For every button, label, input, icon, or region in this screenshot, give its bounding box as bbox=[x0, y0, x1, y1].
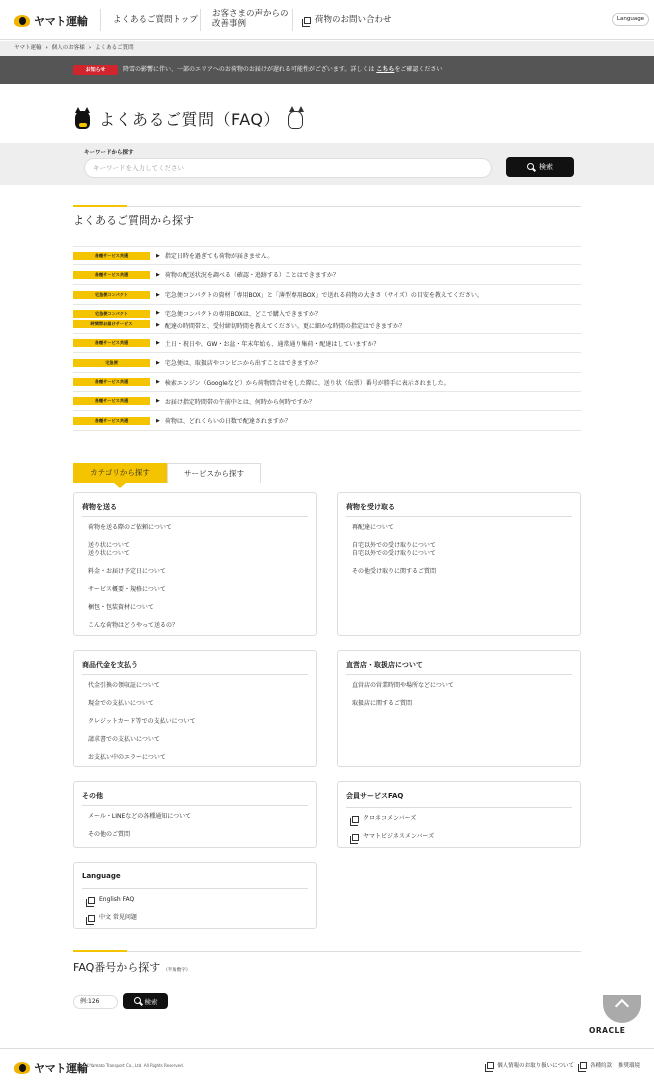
faq-question-line bbox=[150, 290, 483, 299]
triangle-right-icon: ▶ bbox=[156, 322, 160, 328]
faq-tags bbox=[73, 310, 150, 328]
faq-tags bbox=[73, 417, 150, 425]
category-link-label: 代金引換の領収証について bbox=[88, 682, 160, 689]
section-divider bbox=[127, 206, 581, 207]
service-tag: 宅急便コンパクト bbox=[73, 310, 150, 318]
category-link-label: クロネコメンバーズ bbox=[363, 815, 417, 822]
category-link-label: English FAQ bbox=[99, 896, 135, 903]
faq-tags bbox=[73, 378, 150, 386]
footer-logo[interactable] bbox=[14, 1060, 88, 1076]
faq-tags bbox=[73, 397, 150, 405]
footer-link-label: 各種約款 bbox=[589, 1063, 612, 1069]
category-link[interactable] bbox=[88, 604, 154, 612]
faq-tags bbox=[73, 359, 150, 367]
search-icon bbox=[527, 163, 535, 171]
copyright: ©Yamato Transport Co., Ltd. All Rights Reserved. bbox=[86, 1063, 184, 1068]
category-link-label: メール・LINEなどの各種通知について bbox=[88, 813, 192, 820]
external-link-icon bbox=[580, 1062, 587, 1069]
category-divider bbox=[82, 888, 308, 889]
category-link-label: 直営店の営業時間や場所などについて bbox=[352, 682, 454, 689]
notice-text-before: 降雪の影響に伴い、一部のエリアへのお荷物のお届けが遅れる可能性がございます。詳しくは bbox=[123, 66, 375, 73]
faq-question-wrap bbox=[150, 290, 483, 299]
section-accent-line bbox=[73, 205, 127, 207]
category-title: その他 bbox=[82, 792, 103, 800]
category-card bbox=[73, 781, 317, 848]
faq-question-line bbox=[150, 309, 405, 318]
category-link[interactable] bbox=[352, 682, 454, 690]
triangle-right-icon: ▶ bbox=[156, 310, 160, 316]
category-link-label: 送り状について 送り状について bbox=[88, 542, 130, 557]
category-tabs bbox=[73, 463, 261, 483]
faq-question-wrap bbox=[150, 416, 291, 425]
service-tag: 各種サービス共通 bbox=[73, 339, 150, 347]
faq-question-line bbox=[150, 270, 339, 279]
category-divider bbox=[346, 807, 572, 808]
nav-package-inquiry[interactable] bbox=[292, 9, 392, 31]
category-link[interactable] bbox=[352, 568, 436, 576]
footer-link-label: 推奨環境 bbox=[617, 1063, 640, 1069]
footer-logo-text: ヤマト運輸 bbox=[34, 1062, 88, 1075]
footer-link-privacy[interactable] bbox=[487, 1061, 574, 1069]
category-link[interactable] bbox=[88, 896, 134, 904]
faq-question-wrap bbox=[150, 251, 273, 260]
faq-question-line bbox=[150, 397, 315, 406]
category-title: 荷物を送る bbox=[82, 503, 117, 511]
category-card bbox=[337, 781, 581, 848]
faq-number-title: FAQ番号から探す bbox=[73, 961, 161, 974]
category-link[interactable] bbox=[88, 524, 172, 532]
category-link[interactable] bbox=[352, 524, 394, 532]
site-header bbox=[0, 0, 654, 40]
faq-row[interactable] bbox=[73, 411, 581, 431]
faq-question-line bbox=[150, 339, 379, 348]
triangle-right-icon: ▶ bbox=[156, 379, 160, 385]
breadcrumb-item[interactable]: 個人のお客様 bbox=[51, 45, 85, 51]
category-link[interactable] bbox=[352, 815, 416, 823]
faq-question-line bbox=[150, 378, 450, 387]
page-title-area bbox=[73, 103, 306, 133]
tab-category[interactable]: カテゴリから探す bbox=[73, 463, 167, 483]
breadcrumb-item: よくあるご質問 bbox=[95, 45, 134, 51]
service-tag: 宅急便 bbox=[73, 359, 150, 367]
faq-row[interactable] bbox=[73, 285, 581, 305]
external-link-icon bbox=[88, 915, 95, 922]
yamato-logo[interactable] bbox=[14, 13, 88, 29]
faq-row[interactable] bbox=[73, 246, 581, 265]
faq-question-wrap bbox=[150, 270, 339, 279]
search-label: キーワードから探す bbox=[84, 150, 134, 156]
faq-question-wrap bbox=[150, 339, 379, 348]
footer-link-label: 個人情報のお取り扱いについて bbox=[497, 1063, 574, 1069]
category-link[interactable] bbox=[352, 700, 412, 708]
triangle-right-icon: ▶ bbox=[156, 359, 160, 366]
faq-question[interactable]: 荷物は、どれくらいの日数で配達されますか？ bbox=[164, 418, 291, 425]
logo-text: ヤマト運輸 bbox=[34, 15, 88, 28]
faq-number-title-area bbox=[73, 959, 190, 975]
faq-question-line bbox=[150, 358, 321, 367]
service-tag: 時間帯お届けサービス bbox=[73, 320, 150, 328]
faq-question[interactable]: 宅急便は、取扱店やコンビニから出すことはできますか？ bbox=[164, 360, 321, 367]
faq-question[interactable]: 指定日時を過ぎても荷物が届きません。 bbox=[164, 253, 274, 260]
faq-tags bbox=[73, 291, 150, 299]
service-tag: 宅急便コンパクト bbox=[73, 291, 150, 299]
service-tag: 各種サービス共通 bbox=[73, 378, 150, 386]
faq-question-line bbox=[150, 321, 405, 330]
category-card bbox=[337, 650, 581, 767]
external-link-icon bbox=[88, 897, 95, 904]
section-divider bbox=[127, 951, 581, 952]
category-card bbox=[337, 492, 581, 636]
notice-tag: お知らせ bbox=[73, 65, 118, 75]
faq-section-title: よくあるご質問から探す bbox=[73, 214, 194, 227]
category-link[interactable] bbox=[88, 736, 160, 744]
category-link-label: ヤマトビジネスメンバーズ bbox=[363, 833, 435, 840]
category-link-label: 料金・お届け予定日について bbox=[88, 568, 166, 575]
footer-link-terms[interactable] bbox=[580, 1061, 612, 1069]
category-link-label: 請求書での支払いについて bbox=[88, 736, 160, 743]
faq-number-search-label: 検索 bbox=[144, 997, 158, 1006]
nav-faq-top[interactable]: よくあるご質問トップ bbox=[100, 9, 198, 31]
faq-question[interactable]: 検索エンジン（Googleなど）から荷物問合せをした際に、送り状（伝票）番号が勝手に表示されました。 bbox=[164, 379, 450, 387]
category-link-label: 梱包・包装資材について bbox=[88, 604, 154, 611]
category-divider bbox=[82, 805, 308, 806]
category-link-label: クレジットカード等での支払いについて bbox=[88, 718, 196, 725]
category-link[interactable] bbox=[88, 914, 137, 922]
faq-question-wrap bbox=[150, 397, 315, 406]
category-link[interactable] bbox=[88, 542, 130, 558]
faq-question-wrap bbox=[150, 358, 321, 367]
category-link-label: 自宅以外での受け取りについて 自宅以外での受け取りについて bbox=[352, 542, 436, 557]
triangle-right-icon: ▶ bbox=[156, 271, 160, 278]
keyword-search bbox=[0, 143, 654, 185]
category-link[interactable] bbox=[352, 833, 434, 841]
category-link[interactable] bbox=[88, 813, 191, 821]
category-link[interactable] bbox=[88, 586, 166, 594]
notice-text-after: をご確認ください bbox=[394, 66, 443, 73]
faq-question[interactable]: お届け指定時間帯の午前中とは、何時から何時ですか？ bbox=[164, 398, 315, 406]
service-tag: 各種サービス共通 bbox=[73, 252, 150, 260]
triangle-right-icon: ▶ bbox=[156, 417, 160, 424]
category-link-label: その他受け取りに関するご質問 bbox=[352, 568, 437, 575]
faq-tags bbox=[73, 252, 150, 260]
category-link-label: お支払い中のエラーについて bbox=[88, 754, 166, 761]
category-link-label: サービス概要・規格について bbox=[88, 586, 166, 593]
faq-question-wrap bbox=[150, 378, 450, 387]
search-input[interactable]: キーワードを入力してください bbox=[84, 158, 492, 178]
faq-number-search-button[interactable] bbox=[123, 993, 168, 1009]
faq-question-wrap bbox=[150, 309, 405, 330]
category-link[interactable] bbox=[88, 568, 166, 576]
chevron-right-icon: › bbox=[45, 45, 48, 51]
category-link-label: その他のご質問 bbox=[88, 831, 131, 838]
search-button[interactable] bbox=[506, 157, 574, 177]
category-title: Language bbox=[82, 872, 121, 880]
faq-question[interactable]: 荷物の配送状況を調べる（確認・追跡する）ことはできますか？ bbox=[164, 272, 339, 279]
language-button[interactable]: Language bbox=[612, 13, 649, 26]
back-to-top-button[interactable] bbox=[603, 995, 641, 1023]
faq-question[interactable]: 宅急便コンパクトの資材「専用BOX」と「薄型専用BOX」で送れる荷物の大きさ（サイズ）の目安を教えてください。 bbox=[164, 292, 483, 299]
faq-number-note: （半角数字） bbox=[163, 968, 191, 973]
category-link[interactable] bbox=[88, 700, 154, 708]
faq-row[interactable] bbox=[73, 265, 581, 285]
category-link-label: 荷物を送る際のご依頼について bbox=[88, 524, 172, 531]
category-link[interactable] bbox=[88, 754, 166, 762]
service-tag: 各種サービス共通 bbox=[73, 271, 150, 279]
faq-question[interactable]: 土日・祝日や、GW・お盆・年末年始も、通常通り集荷・配達はしていますか？ bbox=[164, 340, 380, 348]
category-divider bbox=[82, 674, 308, 675]
section-accent-line bbox=[73, 950, 127, 952]
service-tag: 各種サービス共通 bbox=[73, 397, 150, 405]
faq-row[interactable] bbox=[73, 353, 581, 373]
breadcrumb bbox=[0, 41, 654, 56]
category-title: 商品代金を支払う bbox=[82, 661, 138, 669]
category-link-label: 現金での支払いについて bbox=[88, 700, 154, 707]
kuroneko-logo-icon bbox=[14, 1062, 30, 1074]
chevron-right-icon: › bbox=[88, 45, 92, 51]
category-link[interactable] bbox=[88, 682, 160, 690]
notice-text bbox=[123, 66, 442, 74]
category-card bbox=[73, 650, 317, 767]
category-link[interactable] bbox=[88, 718, 196, 726]
search-button-label: 検索 bbox=[539, 163, 553, 171]
external-link-icon bbox=[352, 834, 359, 841]
page-title: よくあるご質問（FAQ） bbox=[99, 109, 280, 129]
nav-improvement-cases[interactable] bbox=[200, 9, 289, 31]
faq-question[interactable]: 配達の時間帯と、受付締切時間を教えてください。更に細かな時間の指定はできますか？ bbox=[164, 322, 405, 330]
faq-question[interactable]: 宅急便コンパクトの専用BOXは、どこで購入できますか？ bbox=[164, 310, 321, 318]
tab-service[interactable]: サービスから探す bbox=[167, 463, 261, 483]
breadcrumb-item[interactable]: ヤマト運輸 bbox=[14, 45, 42, 51]
category-link[interactable] bbox=[352, 542, 436, 558]
site-footer bbox=[0, 1048, 654, 1080]
footer-links bbox=[487, 1061, 640, 1069]
category-divider bbox=[346, 516, 572, 517]
faq-tags bbox=[73, 271, 150, 279]
search-icon bbox=[134, 997, 142, 1005]
category-divider bbox=[346, 674, 572, 675]
notice-banner bbox=[0, 56, 654, 84]
triangle-right-icon: ▶ bbox=[156, 252, 160, 259]
notice-link[interactable]: こちら bbox=[376, 66, 395, 73]
faq-question-line bbox=[150, 251, 273, 260]
category-link-label: 再配達について bbox=[352, 524, 394, 531]
category-title: 直営店・取扱店について bbox=[346, 661, 423, 669]
category-link-label: 中文 常见问题 bbox=[99, 914, 137, 921]
category-link-label: 取扱店に関するご質問 bbox=[352, 700, 413, 707]
faq-question-line bbox=[150, 416, 291, 425]
oracle-logo: ORACLE bbox=[589, 1026, 626, 1035]
nav-improvement-line1: お客さまの声からの bbox=[212, 9, 289, 19]
footer-link-environment[interactable] bbox=[618, 1061, 640, 1069]
category-link-label: こんな荷物はどうやって送るの？ bbox=[88, 622, 179, 629]
category-title: 荷物を受け取る bbox=[346, 503, 395, 511]
faq-number-input[interactable]: 例:126 bbox=[73, 995, 118, 1009]
white-cat-mascot-icon bbox=[286, 105, 306, 131]
category-card bbox=[73, 492, 317, 636]
kuroneko-logo-icon bbox=[14, 15, 30, 27]
external-link-icon bbox=[487, 1062, 494, 1069]
external-link-icon bbox=[304, 17, 311, 24]
nav-package-inquiry-label: 荷物のお問い合わせ bbox=[315, 15, 392, 25]
faq-tags bbox=[73, 339, 150, 347]
category-link[interactable] bbox=[88, 831, 130, 839]
triangle-right-icon: ▶ bbox=[156, 291, 160, 298]
external-link-icon bbox=[352, 816, 359, 823]
category-title: 会員サービスFAQ bbox=[346, 792, 404, 800]
black-cat-mascot-icon bbox=[73, 105, 93, 131]
faq-row[interactable] bbox=[73, 392, 581, 411]
nav-improvement-line2: 改善事例 bbox=[212, 19, 247, 29]
service-tag: 各種サービス共通 bbox=[73, 417, 150, 425]
category-link[interactable] bbox=[88, 622, 178, 630]
triangle-right-icon: ▶ bbox=[156, 398, 160, 404]
category-card bbox=[73, 862, 317, 929]
triangle-right-icon: ▶ bbox=[156, 340, 160, 346]
faq-row[interactable] bbox=[73, 334, 581, 353]
category-divider bbox=[82, 516, 308, 517]
faq-row[interactable] bbox=[73, 305, 581, 334]
faq-row[interactable] bbox=[73, 373, 581, 392]
